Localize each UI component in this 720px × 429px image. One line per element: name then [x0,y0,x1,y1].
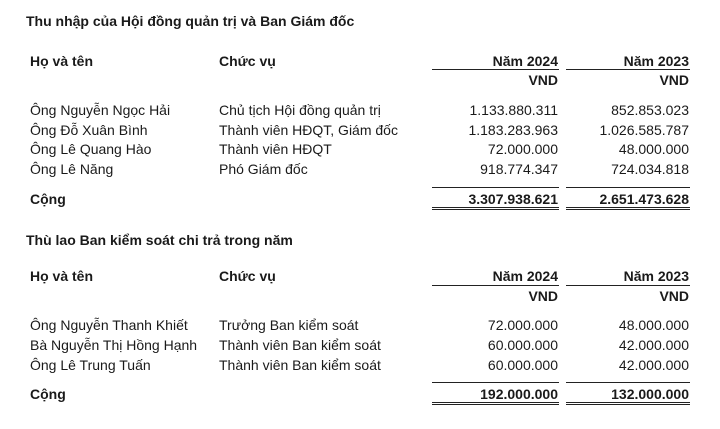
header-name: Họ và tên [30,268,94,284]
row-position: Thành viên Ban kiểm soát [219,357,381,373]
total-double-rule-2023 [566,402,690,405]
total-double-rule-2023 [566,207,690,210]
row-position: Thành viên HĐQT, Giám đốc [219,122,398,138]
total-double-rule-2024 [432,402,559,405]
total-label: Cộng [30,191,66,207]
row-value-2023: 852.853.023 [611,102,689,118]
row-name: Bà Nguyễn Thị Hồng Hạnh [30,337,198,353]
section1-title: Thu nhập của Hội đồng quản trị và Ban Giám đốc [26,13,355,29]
total-double-rule-2024 [432,207,559,210]
header-rule-2023 [566,285,690,286]
header-position: Chức vụ [219,268,276,284]
header-name: Họ và tên [30,53,94,69]
row-name: Ông Nguyễn Thanh Khiết [30,317,188,333]
total-top-rule-2023 [566,187,690,188]
row-value-2024: 72.000.000 [487,317,558,333]
row-value-2024: 1.133.880.311 [469,102,558,118]
header-rule-2024 [432,69,559,70]
row-name: Ông Lê Năng [30,161,114,177]
row-value-2023: 48.000.000 [618,317,689,333]
header-year-2023: Năm 2023 [623,268,689,284]
total-2023: 132.000.000 [611,386,689,402]
row-value-2023: 724.034.818 [611,161,689,177]
total-top-rule-2024 [432,187,559,188]
total-2024: 3.307.938.621 [468,191,558,207]
row-name: Ông Nguyễn Ngọc Hải [30,102,171,118]
row-value-2024: 1.183.283.963 [468,122,558,138]
row-name: Ông Lê Trung Tuấn [30,357,151,373]
unit-2024: VND [528,72,558,88]
row-value-2024: 60.000.000 [487,337,558,353]
row-value-2024: 918.774.347 [480,161,558,177]
header-year-2023: Năm 2023 [623,53,689,69]
total-2024: 192.000.000 [480,386,558,402]
total-2023: 2.651.473.628 [599,191,689,207]
header-year-2024: Năm 2024 [492,53,558,69]
row-name: Ông Lê Quang Hào [30,141,152,157]
unit-2023: VND [659,72,689,88]
header-year-2024: Năm 2024 [492,268,558,284]
row-value-2024: 72.000.000 [487,141,558,157]
row-position: Thành viên HĐQT [219,141,332,157]
row-position: Chủ tịch Hội đồng quản trị [219,102,381,118]
row-value-2023: 42.000.000 [618,357,689,373]
row-value-2023: 42.000.000 [618,337,689,353]
row-value-2023: 48.000.000 [618,141,689,157]
total-top-rule-2023 [566,382,690,383]
header-position: Chức vụ [219,53,276,69]
total-label: Cộng [30,386,66,402]
section2-title: Thù lao Ban kiểm soát chi trả trong năm [26,232,293,248]
total-top-rule-2024 [432,382,559,383]
header-rule-2024 [432,285,559,286]
row-value-2024: 60.000.000 [487,357,558,373]
row-position: Phó Giám đốc [219,161,308,177]
unit-2023: VND [659,288,689,304]
header-rule-2023 [566,69,690,70]
row-position: Thành viên Ban kiểm soát [219,337,381,353]
row-name: Ông Đỗ Xuân Bình [30,122,148,138]
row-position: Trưởng Ban kiểm soát [219,317,359,333]
row-value-2023: 1.026.585.787 [599,122,689,138]
unit-2024: VND [528,288,558,304]
